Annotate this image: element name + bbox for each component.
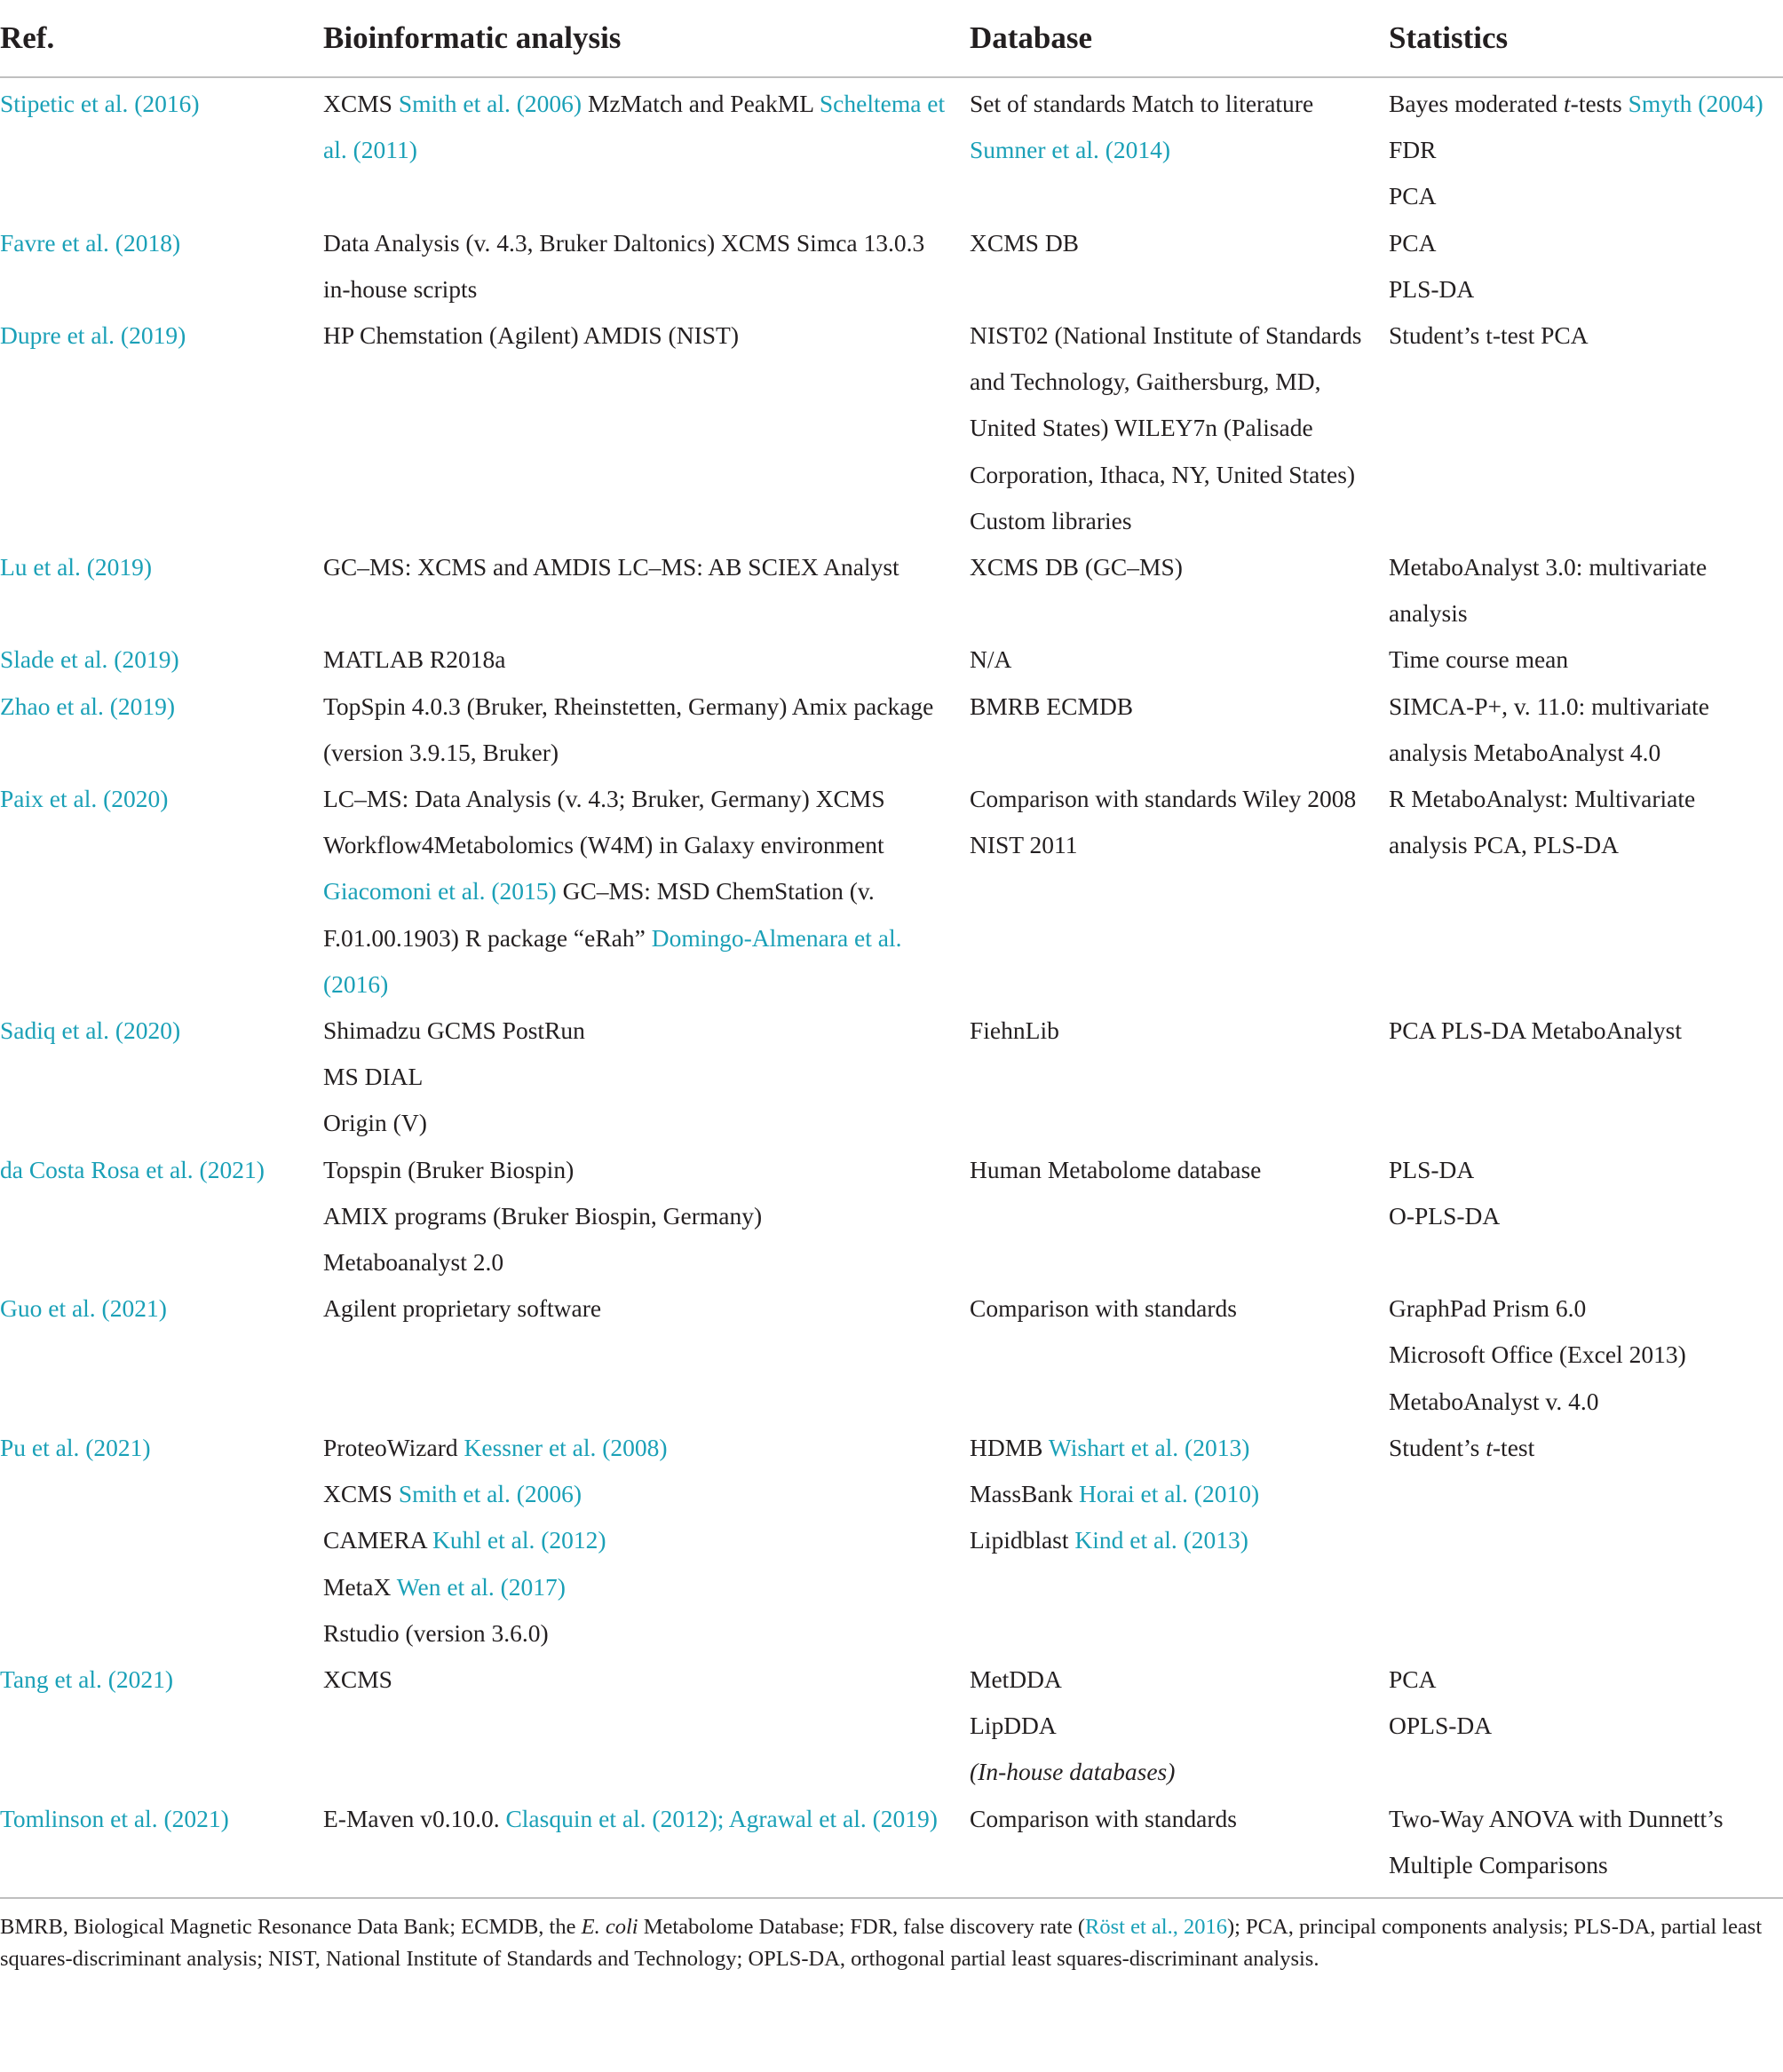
italic-text: t [1564,90,1571,117]
analysis-content [323,1285,970,1332]
cell-text-segment: Time course mean [1389,645,1569,674]
cell-text-segment: XCMS [323,1665,392,1693]
table-row [0,1425,1783,1657]
cell-text-segment: Metaboanalyst 2.0 [323,1248,504,1277]
reference-link[interactable]: da Costa Rosa et al. (2021) [0,1155,265,1183]
cell-database [970,684,1389,776]
statistics-line [1389,1379,1771,1425]
analysis-line [323,1193,957,1239]
cell-ref [0,637,323,683]
database-content [970,1425,1389,1564]
cell-text-segment: Metabolome Database; FDR, false discovery rate ( [638,1914,1086,1939]
statistics-line [1389,1796,1771,1888]
database-line [970,1657,1376,1703]
database-content [970,81,1389,173]
database-content [970,1008,1389,1054]
database-line [970,312,1376,544]
table-row [0,77,1783,220]
analysis-line [323,1239,957,1285]
cell-text-segment: PLS-DA [1389,1155,1475,1183]
cell-text-segment: MzMatch and PeakML [582,90,820,117]
analysis-line [323,1285,957,1332]
cell-text-segment: PCA [1389,1665,1437,1693]
statistics-line [1389,266,1771,312]
analysis-line [323,684,957,776]
cell-analysis [323,637,970,683]
cell-text-segment: ); PCA, principal components analysis; PLS-DA, partial least squares-discriminant analysis; NIST, National Institute of Standards and Technology; OPLS-DA, orthogonal partial least squares-discriminant analysis. [0,1914,1763,1971]
table-row [0,1796,1783,1897]
table-row [0,1657,1783,1796]
cell-analysis [323,1657,970,1796]
cell-text-segment: Shimadzu GCMS PostRun [323,1016,585,1045]
cell-text-segment: GC–MS: XCMS and AMDIS LC–MS: AB SCIEX Analyst [323,553,899,581]
statistics-content [1389,312,1783,359]
citation-link[interactable]: Kessner et al. (2008) [464,1433,668,1461]
cell-text-segment: Bayes moderated [1389,90,1565,117]
analysis-content [323,1008,970,1147]
cell-text-segment: BMRB ECMDB [970,692,1134,720]
reference-link[interactable]: Tang et al. (2021) [0,1665,174,1693]
reference-link[interactable]: Stipetic et al. (2016) [0,90,200,117]
cell-analysis [323,77,970,220]
cell-text-segment: XCMS [323,90,399,117]
statistics-line [1389,1008,1771,1054]
cell-text-segment: PCA [1389,228,1437,257]
cell-statistics [1389,637,1783,683]
cell-text-segment: PLS-DA [1389,274,1475,303]
citation-link[interactable]: Smith et al. (2006) [398,1480,582,1508]
statistics-line [1389,776,1771,868]
cell-text-segment: Lipidblast [970,1526,1075,1554]
cell-text-segment: BMRB, Biological Magnetic Resonance Data Bank; ECMDB, the [0,1914,582,1939]
statistics-content [1389,1008,1783,1054]
statistics-content [1389,776,1783,868]
statistics-line [1389,544,1771,637]
cell-text-segment: GC–MS: MSD ChemStation (v. F.01.00.1903) R package “eRah” [323,877,875,952]
cell-text-segment: FDR [1389,136,1437,164]
database-line [970,1703,1376,1749]
table-header [0,0,1783,77]
database-line [970,1425,1376,1471]
cell-database [970,1425,1389,1657]
cell-text-segment: XCMS [323,1480,399,1508]
cell-text-segment: LC–MS: Data Analysis (v. 4.3; Bruker, Germany) XCMS Workflow4Metabolomics (W4M) in Galaxy environment [323,785,885,859]
analysis-line [323,81,957,173]
analysis-content [323,1425,970,1657]
cell-analysis [323,1285,970,1425]
italic-text: t [1486,1433,1493,1461]
cell-analysis [323,544,970,637]
database-line [970,1517,1376,1563]
cell-analysis [323,312,970,544]
database-content [970,776,1389,868]
cell-text-segment: -tests [1570,90,1628,117]
cell-text-segment: -test [1492,1433,1535,1461]
cell-database [970,637,1389,683]
table-row [0,776,1783,1008]
database-content [970,637,1389,683]
cell-text-segment: Topspin (Bruker Biospin) [323,1155,575,1183]
cell-text-segment: Agilent proprietary software [323,1294,602,1323]
analysis-line [323,544,957,590]
cell-database [970,1008,1389,1147]
analysis-line [323,1796,957,1842]
statistics-content [1389,1657,1783,1749]
analysis-line [323,1517,957,1563]
statistics-line [1389,173,1771,219]
cell-text-segment: MetaboAnalyst 3.0: multivariate analysis [1389,553,1708,628]
statistics-line [1389,637,1771,683]
cell-statistics [1389,544,1783,637]
analysis-line [323,1657,957,1703]
cell-text-segment: Human Metabolome database [970,1155,1262,1183]
cell-text-segment: GraphPad Prism 6.0 [1389,1294,1587,1323]
cell-text-segment: Comparison with standards [970,1294,1237,1323]
citation-link[interactable]: Scheltema et al. (2011) [323,90,946,164]
cell-statistics [1389,77,1783,220]
cell-ref [0,1285,323,1425]
cell-analysis [323,1008,970,1147]
statistics-line [1389,1332,1771,1378]
analysis-line [323,1471,957,1517]
cell-text-segment: HP Chemstation (Agilent) AMDIS (NIST) [323,321,739,350]
table-row [0,684,1783,776]
cell-database [970,776,1389,1008]
citation-link[interactable]: Röst et al., 2016 [1085,1914,1227,1939]
cell-text-segment: MS DIAL [323,1063,424,1091]
analysis-line [323,220,957,312]
cell-database [970,544,1389,637]
citation-link[interactable]: Wishart et al. (2013) [1048,1433,1250,1461]
cell-statistics [1389,1796,1783,1897]
analysis-content [323,1796,970,1842]
database-line [970,544,1376,590]
statistics-line [1389,1193,1771,1239]
reference-link[interactable]: Pu et al. (2021) [0,1433,151,1461]
header-bioinformatic-analysis: Bioinformatic analysis [323,0,970,77]
cell-statistics [1389,1008,1783,1147]
cell-text-segment: XCMS DB (GC–MS) [970,553,1183,581]
cell-ref [0,684,323,776]
cell-text-segment: Set of standards Match to literature [970,90,1314,117]
statistics-line [1389,1147,1771,1193]
analysis-content [323,1147,970,1286]
cell-statistics [1389,776,1783,1008]
cell-text-segment: CAMERA [323,1526,433,1554]
table-row [0,220,1783,312]
citation-link[interactable]: Clasquin et al. (2012); Agrawal et al. (2019) [505,1804,938,1832]
cell-analysis [323,684,970,776]
analysis-line [323,1008,957,1054]
header-database: Database [970,0,1389,77]
cell-text-segment: Comparison with standards Wiley 2008 NIST 2011 [970,785,1357,859]
reference-link[interactable]: Lu et al. (2019) [0,553,153,581]
analysis-content [323,312,970,359]
database-content [970,220,1389,266]
table-row [0,312,1783,544]
cell-statistics [1389,1285,1783,1425]
cell-text-segment: Data Analysis (v. 4.3, Bruker Daltonics) XCMS Simca 13.0.3 in-house scripts [323,228,925,303]
cell-ref [0,1657,323,1796]
cell-text-segment: N/A [970,645,1012,674]
analysis-content [323,776,970,1008]
table-row [0,1008,1783,1147]
statistics-line [1389,220,1771,266]
analysis-content [323,220,970,312]
reference-link[interactable]: Guo et al. (2021) [0,1294,167,1323]
database-line [970,684,1376,730]
statistics-content [1389,1425,1783,1471]
analysis-content [323,1657,970,1703]
cell-text-segment: TopSpin 4.0.3 (Bruker, Rheinstetten, Germany) Amix package (version 3.9.15, Bruker) [323,692,934,766]
citation-link[interactable]: Sumner et al. (2014) [970,136,1171,164]
cell-text-segment: Origin (V) [323,1109,427,1137]
analysis-content [323,544,970,590]
statistics-line [1389,1657,1771,1703]
database-line [970,1008,1376,1054]
cell-statistics [1389,312,1783,544]
database-content [970,544,1389,590]
statistics-line [1389,1285,1771,1332]
cell-text-segment: XCMS DB [970,228,1080,257]
cell-database [970,1657,1389,1796]
database-content [970,684,1389,730]
cell-database [970,220,1389,312]
cell-text-segment: MetDDA [970,1665,1062,1693]
citation-link[interactable]: Kuhl et al. (2012) [432,1526,606,1554]
database-content [970,312,1389,544]
analysis-line [323,1425,957,1471]
reference-link[interactable]: Tomlinson et al. (2021) [0,1804,229,1832]
citation-link[interactable]: Wen et al. (2017) [396,1572,566,1601]
citation-link[interactable]: Smith et al. (2006) [398,90,582,117]
cell-analysis [323,1147,970,1286]
cell-statistics [1389,684,1783,776]
analysis-line [323,1054,957,1100]
header-row [0,0,1783,77]
cell-text-segment: NIST02 (National Institute of Standards and Technology, Gaithersburg, MD, United States) WILEY7n (Palisade Corporation, Ithaca, NY, United States) Custom libraries [970,321,1362,534]
cell-text-segment: O-PLS-DA [1389,1201,1501,1230]
statistics-content [1389,637,1783,683]
analysis-line [323,1100,957,1146]
cell-statistics [1389,1657,1783,1796]
database-content [970,1147,1389,1193]
cell-text-segment: SIMCA-P+, v. 11.0: multivariate analysis MetaboAnalyst 4.0 [1389,692,1710,766]
italic-text: (In-house databases) [970,1758,1176,1786]
cell-text-segment: Two-Way ANOVA with Dunnett’s Multiple Comparisons [1389,1804,1724,1878]
analysis-line [323,1147,957,1193]
statistics-line [1389,312,1771,359]
cell-text-segment: R MetaboAnalyst: Multivariate analysis PCA, PLS-DA [1389,785,1696,859]
cell-ref [0,1008,323,1147]
cell-database [970,77,1389,220]
cell-text-segment: AMIX programs (Bruker Biospin, Germany) [323,1201,763,1230]
cell-database [970,1147,1389,1286]
citation-link[interactable]: Domingo-Almenara et al. (2016) [323,923,902,998]
cell-statistics [1389,1425,1783,1657]
analysis-line [323,1564,957,1610]
database-line [970,1471,1376,1517]
statistics-line [1389,81,1771,127]
database-line [970,637,1376,683]
database-content [970,1796,1389,1842]
header-ref: Ref. [0,0,323,77]
database-content [970,1657,1389,1796]
citation-link[interactable]: Kind et al. (2013) [1074,1526,1248,1554]
cell-analysis [323,776,970,1008]
cell-ref [0,544,323,637]
database-line [970,81,1376,173]
cell-text-segment: PCA [1389,182,1437,210]
cell-text-segment: MetaX [323,1572,397,1601]
statistics-line [1389,1703,1771,1749]
cell-ref [0,1147,323,1286]
analysis-line [323,637,957,683]
analysis-line [323,776,957,1008]
cell-text-segment: LipDDA [970,1712,1057,1740]
cell-ref [0,220,323,312]
database-line [970,1147,1376,1193]
cell-database [970,312,1389,544]
statistics-content [1389,1147,1783,1239]
header-statistics: Statistics [1389,0,1783,77]
cell-database [970,1796,1389,1897]
citation-link[interactable]: Horai et al. (2010) [1079,1480,1260,1508]
analysis-line [323,1610,957,1657]
statistics-line [1389,127,1771,173]
cell-text-segment: Comparison with standards [970,1804,1237,1832]
table-row [0,1285,1783,1425]
analysis-line [323,312,957,359]
reference-link[interactable]: Dupre et al. (2019) [0,321,186,350]
cell-text-segment: Student’s [1389,1433,1486,1461]
statistics-content [1389,81,1783,220]
database-line [970,1796,1376,1842]
cell-ref [0,1796,323,1897]
citation-link[interactable]: Giacomoni et al. (2015) [323,877,557,906]
database-content [970,1285,1389,1332]
table-body [0,77,1783,1897]
cell-text-segment: E-Maven v0.10.0. [323,1804,506,1832]
table-row [0,637,1783,683]
table-row [0,1147,1783,1286]
reference-link[interactable]: Slade et al. (2019) [0,645,179,674]
cell-analysis [323,1425,970,1657]
statistics-content [1389,544,1783,637]
cell-ref [0,77,323,220]
analysis-content [323,684,970,776]
cell-text-segment: Rstudio (version 3.6.0) [323,1618,549,1647]
table-row [0,544,1783,637]
reference-link[interactable]: Zhao et al. (2019) [0,692,176,720]
statistics-content [1389,1796,1783,1888]
cell-text-segment: FiehnLib [970,1016,1059,1045]
citation-link[interactable]: Smyth (2004) [1628,90,1763,117]
database-line [970,776,1376,868]
cell-ref [0,1425,323,1657]
reference-link[interactable]: Paix et al. (2020) [0,785,169,813]
cell-analysis [323,220,970,312]
cell-text-segment: ProteoWizard [323,1433,464,1461]
database-line [970,1749,1376,1795]
statistics-content [1389,684,1783,776]
statistics-line [1389,1425,1771,1471]
table-footnote [0,1897,1783,1975]
cell-ref [0,312,323,544]
analysis-content [323,637,970,683]
database-line [970,1285,1376,1332]
cell-text-segment: Student’s t-test PCA [1389,321,1589,350]
statistics-line [1389,684,1771,776]
statistics-content [1389,220,1783,312]
cell-text-segment: MassBank [970,1480,1079,1508]
cell-statistics [1389,220,1783,312]
statistics-content [1389,1285,1783,1425]
cell-analysis [323,1796,970,1897]
cell-ref [0,776,323,1008]
cell-text-segment: Microsoft Office (Excel 2013) [1389,1340,1686,1369]
database-line [970,220,1376,266]
cell-text-segment: OPLS-DA [1389,1712,1493,1740]
cell-text-segment: MetaboAnalyst v. 4.0 [1389,1387,1599,1415]
cell-statistics [1389,1147,1783,1286]
cell-text-segment: MATLAB R2018a [323,645,506,674]
cell-text-segment: HDMB [970,1433,1049,1461]
italic-text: E. coli [581,1914,638,1939]
reference-link[interactable]: Favre et al. (2018) [0,228,181,257]
reference-link[interactable]: Sadiq et al. (2020) [0,1016,181,1045]
cell-database [970,1285,1389,1425]
cell-text-segment: PCA PLS-DA MetaboAnalyst [1389,1016,1683,1045]
analysis-content [323,81,970,173]
